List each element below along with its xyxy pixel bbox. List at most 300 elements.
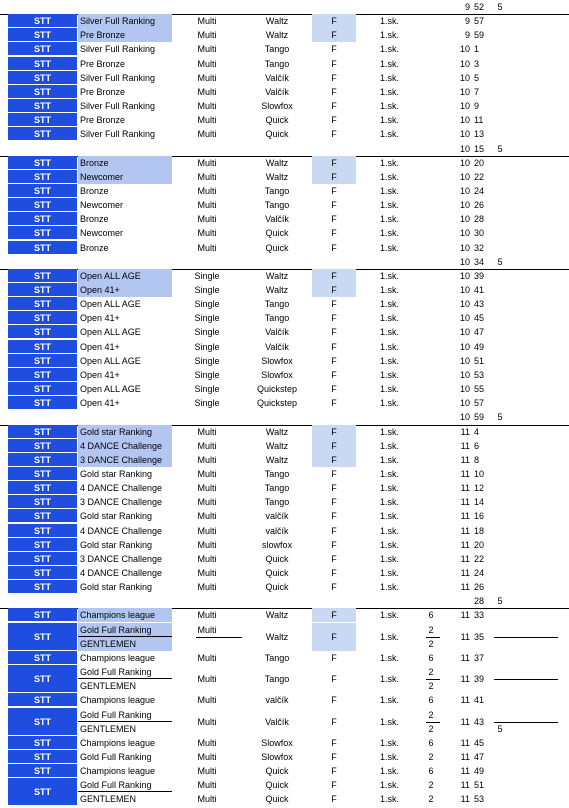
start-hour: 10: [459, 270, 470, 281]
stt-label: STT: [8, 750, 77, 764]
stt-label: STT: [8, 42, 77, 56]
stt-label: STT: [8, 495, 77, 509]
start-hour: 10: [459, 369, 470, 380]
break-minute: 15: [474, 143, 485, 154]
heat-row: [0, 382, 569, 396]
start-minute: 26: [474, 200, 485, 211]
category: 3 DANCE Challenge: [80, 497, 163, 508]
heat-row: [0, 311, 569, 325]
start-hour: 11: [460, 497, 470, 508]
heat-row: [0, 170, 569, 184]
dance: valčík: [265, 511, 289, 522]
category: Gold Full Ranking: [80, 751, 152, 762]
heat-type: Single: [194, 299, 220, 310]
stt-label: STT: [8, 651, 77, 665]
stt-label: STT: [8, 311, 77, 325]
heat-row: [0, 396, 569, 410]
category: Champions league: [80, 737, 156, 748]
start-hour: 11: [460, 511, 470, 522]
start-minute: 41: [474, 695, 485, 706]
round: F: [331, 582, 337, 593]
round: F: [331, 483, 337, 494]
round: F: [331, 44, 337, 55]
heat-type-sub: Multi: [197, 794, 217, 805]
category: Open 41+: [80, 369, 120, 380]
heat-row: [0, 425, 569, 439]
category: Open ALL AGE: [80, 384, 141, 395]
break-minute: 28: [474, 596, 485, 607]
start-minute: 35: [474, 631, 485, 642]
start-minute: 37: [474, 652, 485, 663]
heat-row: [0, 580, 569, 594]
heat-type: Multi: [197, 200, 217, 211]
round: F: [312, 623, 356, 651]
start-hour: 11: [460, 631, 470, 642]
dance: Quick: [265, 228, 289, 239]
couples-count: 2: [428, 624, 434, 635]
start-minute: 1: [474, 44, 480, 55]
round: F: [331, 751, 337, 762]
start-hour: 10: [459, 228, 470, 239]
heat-type: Single: [194, 285, 220, 295]
heat-type: Multi: [197, 525, 217, 536]
stt-label: STT: [8, 226, 77, 240]
category: Gold star Ranking: [78, 425, 172, 439]
break-row: [0, 410, 569, 424]
floor: 1.sk.: [380, 115, 400, 126]
break-row: [0, 0, 569, 14]
heat-row: [0, 269, 569, 283]
dance: Valčík: [265, 86, 289, 97]
start-minute: 8: [474, 454, 480, 465]
floor: 1.sk.: [380, 525, 400, 536]
heat-row: [0, 28, 569, 42]
heat-type: Multi: [197, 454, 217, 465]
start-minute: 39: [474, 674, 485, 685]
break-row: [0, 255, 569, 269]
dance: Waltz: [265, 631, 289, 642]
dance: Waltz: [265, 171, 289, 182]
start-hour: 10: [459, 242, 470, 253]
floor: 1.sk.: [380, 737, 400, 748]
dance: Slowfox: [261, 355, 293, 366]
category: Pre Bronze: [80, 86, 126, 97]
floor: 1.sk.: [380, 228, 400, 239]
dance: Slowfox: [261, 737, 293, 748]
couples-count-sub: 2: [428, 723, 434, 734]
start-minute: 39: [474, 270, 485, 281]
dance: Tango: [264, 44, 290, 55]
dance: Waltz: [265, 16, 289, 27]
stt-label: STT: [8, 538, 77, 552]
couples-count: 6: [428, 737, 434, 748]
floor: 1.sk.: [380, 355, 400, 366]
start-minute: 7: [474, 86, 480, 97]
heat-row: [0, 481, 569, 495]
heat-row: [0, 368, 569, 382]
category: 4 DANCE Challenge: [80, 483, 163, 494]
start-minute: 41: [474, 285, 485, 295]
round: F: [331, 695, 337, 706]
heat-row-merged: [0, 778, 569, 806]
round: F: [331, 299, 337, 310]
start-minute: 57: [474, 16, 485, 27]
stt-label: STT: [8, 425, 77, 439]
start-hour: 11: [460, 454, 470, 465]
category: Gold star Ranking: [80, 468, 153, 479]
round: F: [312, 14, 356, 28]
start-minute: 51: [474, 780, 485, 791]
start-hour: 11: [460, 780, 470, 791]
heat-type: Multi: [197, 766, 217, 777]
floor: 1.sk.: [380, 58, 400, 69]
heat-type: Multi: [197, 652, 217, 663]
stt-label: STT: [8, 708, 77, 736]
start-minute: 10: [474, 468, 485, 479]
category: Newcomer: [80, 228, 124, 239]
category: Gold star Ranking: [80, 582, 153, 593]
break-minute: 59: [474, 412, 485, 423]
dance: Valčík: [265, 716, 289, 727]
heat-type: Multi: [197, 568, 217, 578]
start-minute: 3: [474, 58, 480, 69]
heat-type: Single: [194, 384, 220, 395]
dance: Waltz: [265, 610, 289, 621]
heat-type: Multi: [197, 582, 217, 593]
heat-row: [0, 538, 569, 552]
break-duration: 5: [497, 412, 503, 423]
break-duration: 5: [497, 2, 503, 12]
floor: 1.sk.: [380, 242, 400, 253]
dance: Tango: [264, 299, 290, 310]
category: 4 DANCE Challenge: [80, 568, 163, 578]
heat-row: [0, 439, 569, 453]
round: F: [331, 384, 337, 395]
category: Open ALL AGE: [78, 269, 172, 283]
stt-label: STT: [8, 340, 77, 354]
start-hour: 11: [460, 553, 470, 564]
dance: Quick: [265, 766, 289, 777]
heat-type: Multi: [197, 468, 217, 479]
start-hour: 9: [464, 30, 470, 41]
heat-type: Multi: [197, 129, 217, 140]
heat-row: [0, 283, 569, 297]
floor-sub: 1.sk.: [380, 794, 400, 805]
stt-label: STT: [8, 382, 77, 396]
stt-label: STT: [8, 28, 77, 42]
floor: 1.sk.: [380, 766, 400, 777]
heat-type: Single: [194, 355, 220, 366]
heat-row: [0, 354, 569, 368]
floor: 1.sk.: [380, 454, 400, 465]
round: F: [331, 539, 337, 550]
round: F: [331, 242, 337, 253]
start-hour: 11: [460, 751, 470, 762]
category: Silver Full Ranking: [80, 44, 156, 55]
round: F: [331, 369, 337, 380]
dance: Tango: [264, 674, 290, 685]
start-hour: 10: [459, 398, 470, 409]
couples-count: 6: [428, 766, 434, 777]
round: F: [312, 283, 356, 297]
category: 4 DANCE Challenge: [78, 439, 172, 453]
heat-type: Multi: [197, 426, 217, 437]
category: Bronze: [80, 185, 109, 196]
couples-count: 2: [428, 751, 434, 762]
start-hour: 11: [460, 766, 470, 777]
heat-row: [0, 340, 569, 354]
stt-label: STT: [8, 283, 77, 297]
break-hour: 10: [459, 412, 470, 423]
couples-count: 6: [428, 652, 434, 663]
break-hour: 10: [459, 143, 470, 154]
start-minute: 20: [474, 539, 485, 550]
floor: 1.sk.: [380, 426, 400, 437]
heat-type: Multi: [197, 497, 217, 508]
heat-row: [0, 226, 569, 240]
dance: Waltz: [265, 440, 289, 451]
round: F: [331, 228, 337, 239]
round: F: [331, 327, 337, 338]
floor: 1.sk.: [380, 30, 400, 41]
round: F: [312, 608, 356, 622]
start-minute: 53: [474, 369, 485, 380]
start-hour: 11: [460, 610, 470, 621]
start-hour: 10: [459, 72, 470, 83]
heat-type: Multi: [197, 539, 217, 550]
start-hour: 10: [459, 384, 470, 395]
start-hour: 10: [459, 327, 470, 338]
floor: 1.sk.: [380, 214, 400, 225]
category: Gold Full Ranking: [78, 665, 172, 679]
stt-label: STT: [8, 170, 77, 184]
round: F: [331, 341, 337, 352]
category: Newcomer: [80, 200, 124, 211]
dance: Tango: [264, 483, 290, 494]
category: Silver Full Ranking: [80, 129, 156, 140]
category: Gold Full Ranking: [78, 623, 172, 637]
dance: Waltz: [265, 30, 289, 41]
heat-type: Multi: [197, 44, 217, 55]
heat-row: [0, 42, 569, 56]
start-hour: 11: [460, 716, 470, 727]
stt-label: STT: [8, 580, 77, 594]
dance: Quick: [265, 129, 289, 140]
dance: Quickstep: [256, 384, 298, 395]
stt-label: STT: [8, 297, 77, 311]
couples-count: 2: [428, 780, 434, 791]
floor: 1.sk.: [380, 129, 400, 140]
category: Bronze: [80, 242, 109, 253]
dance: Tango: [264, 185, 290, 196]
stt-label: STT: [8, 212, 77, 226]
stt-label: STT: [8, 156, 77, 170]
round: F: [331, 525, 337, 536]
floor: 1.sk.: [380, 780, 400, 791]
floor: 1.sk.: [380, 171, 400, 182]
start-hour: 10: [459, 44, 470, 55]
start-hour: 10: [459, 313, 470, 324]
floor: 1.sk.: [380, 384, 400, 395]
floor: 1.sk.: [380, 299, 400, 310]
category: Silver Full Ranking: [80, 101, 156, 112]
round: F: [312, 28, 356, 42]
start-minute: 28: [474, 214, 485, 225]
start-hour: 10: [459, 129, 470, 140]
floor: 1.sk.: [380, 511, 400, 522]
round: F: [312, 269, 356, 283]
couples-count-sub: 2: [428, 794, 434, 805]
heat-type: Multi: [197, 86, 217, 97]
start-minute: 24: [474, 185, 485, 196]
round: F: [331, 674, 337, 685]
start-minute-sub: 53: [474, 794, 485, 805]
category: Champions league: [78, 608, 172, 622]
start-minute: 22: [474, 553, 485, 564]
start-hour: 11: [460, 695, 470, 706]
dance: Tango: [264, 313, 290, 324]
stt-label: STT: [8, 524, 77, 538]
start-minute: 47: [474, 751, 485, 762]
floor: 1.sk.: [380, 369, 400, 380]
stt-label: STT: [8, 396, 77, 410]
heat-row: [0, 566, 569, 580]
floor: 1.sk.: [380, 610, 400, 621]
dance-sub: Quick: [265, 794, 289, 805]
start-hour: 11: [460, 483, 470, 494]
dance: Quick: [265, 553, 289, 564]
heat-row-merged: [0, 623, 569, 651]
round: F: [331, 766, 337, 777]
round: F: [331, 716, 337, 727]
stt-label: STT: [8, 623, 77, 651]
heat-row: [0, 297, 569, 311]
floor: 1.sk.: [380, 468, 400, 479]
heat-row: [0, 127, 569, 141]
floor: 1.sk.: [380, 716, 400, 727]
category: Gold star Ranking: [80, 511, 153, 522]
round: F: [331, 355, 337, 366]
round: F: [331, 185, 337, 196]
floor: 1.sk.: [380, 553, 400, 564]
floor: 1.sk.: [380, 652, 400, 663]
stt-label: STT: [8, 198, 77, 212]
stt-label: STT: [8, 453, 77, 467]
round: F: [331, 115, 337, 126]
dance: Tango: [264, 58, 290, 69]
stt-label: STT: [8, 552, 77, 566]
stt-label: STT: [8, 325, 77, 339]
heat-type: Multi: [197, 58, 217, 69]
start-minute: 49: [474, 766, 485, 777]
start-minute: 45: [474, 737, 485, 748]
floor: 1.sk.: [380, 200, 400, 211]
start-minute: 47: [474, 327, 485, 338]
category-sub: GENTLEMEN: [80, 681, 137, 692]
heat-row: [0, 113, 569, 127]
heat-type: Multi: [197, 716, 217, 727]
dance: Slowfox: [261, 369, 293, 380]
start-minute: 14: [474, 497, 485, 508]
start-minute: 55: [474, 384, 485, 395]
start-minute: 51: [474, 355, 485, 366]
start-hour: 10: [459, 58, 470, 69]
start-minute: 13: [474, 129, 485, 140]
start-hour: 11: [460, 525, 470, 536]
round: F: [331, 200, 337, 211]
category-sub: GENTLEMEN: [80, 723, 137, 734]
heat-type: Multi: [197, 483, 217, 494]
start-hour: 11: [460, 468, 470, 479]
couples-count: 2: [428, 667, 434, 678]
category: Pre Bronze: [78, 28, 172, 42]
start-minute: 9: [474, 101, 480, 112]
category-sub: GENTLEMEN: [80, 794, 137, 805]
category: Champions league: [80, 695, 156, 706]
category: Bronze: [78, 156, 172, 170]
floor: 1.sk.: [380, 44, 400, 55]
heat-row: [0, 71, 569, 85]
floor: 1.sk.: [380, 16, 400, 27]
stt-label: STT: [8, 439, 77, 453]
heat-row: [0, 693, 569, 707]
dance: Waltz: [265, 285, 289, 295]
break-duration: 5: [497, 723, 503, 734]
heat-type: Single: [194, 369, 220, 380]
heat-type: Multi: [197, 674, 217, 685]
start-hour: 11: [460, 539, 470, 550]
start-hour: 10: [459, 115, 470, 126]
start-hour: 10: [459, 171, 470, 182]
dance: Waltz: [265, 157, 289, 168]
start-hour: 10: [459, 86, 470, 97]
stt-label: STT: [8, 269, 77, 283]
dance: Quick: [265, 242, 289, 253]
category: Open 41+: [78, 283, 172, 297]
heat-type: Multi: [197, 185, 217, 196]
stt-label: STT: [8, 57, 77, 71]
heat-row: [0, 552, 569, 566]
dance: valčík: [265, 525, 289, 536]
couples-count: 6: [428, 695, 434, 706]
start-minute: 43: [474, 716, 485, 727]
heat-type: Multi: [197, 695, 217, 706]
break-hour: 10: [459, 256, 470, 267]
floor: 1.sk.: [380, 101, 400, 112]
round: F: [331, 214, 337, 225]
round: F: [331, 58, 337, 69]
start-hour: 10: [459, 355, 470, 366]
heat-type: Multi: [197, 440, 217, 451]
round: F: [331, 553, 337, 564]
floor: 1.sk.: [380, 539, 400, 550]
start-minute: 5: [474, 72, 480, 83]
start-minute: 49: [474, 341, 485, 352]
floor: 1.sk.: [380, 568, 400, 578]
category: Silver Full Ranking: [78, 14, 172, 28]
heat-type: Multi: [197, 751, 217, 762]
heat-row: [0, 57, 569, 71]
round: F: [331, 129, 337, 140]
stt-label: STT: [8, 481, 77, 495]
category: Open ALL AGE: [80, 355, 141, 366]
start-hour: 11: [460, 674, 470, 685]
category: Bronze: [80, 214, 109, 225]
heat-type: Multi: [197, 242, 217, 253]
dance: Quickstep: [256, 398, 298, 409]
category: Pre Bronze: [80, 58, 126, 69]
floor: 1.sk.: [380, 327, 400, 338]
